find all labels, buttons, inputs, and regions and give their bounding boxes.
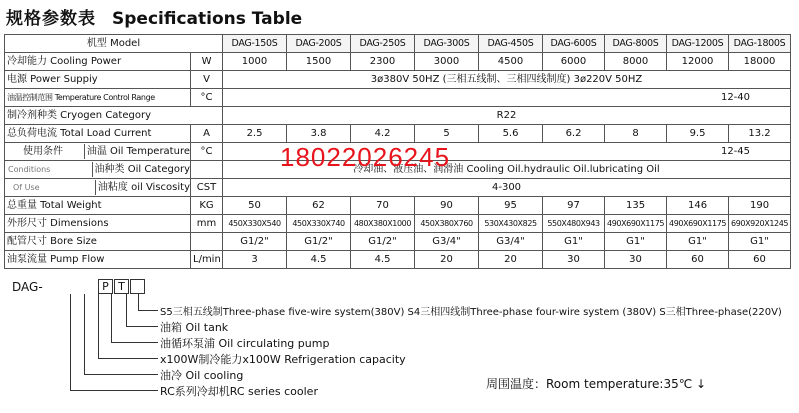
cell: G1/2" (287, 233, 351, 251)
cell: 20 (479, 251, 543, 269)
cell: 3 (223, 251, 287, 269)
cell: 12000 (667, 53, 729, 71)
cell-span: 4-300 (223, 179, 791, 197)
conditions-oil-visc (5, 179, 191, 197)
leader-line (126, 326, 158, 327)
table-row-power (5, 71, 791, 89)
conditions-oil-cat (5, 161, 191, 179)
row-label: 总重量 Total Weight (5, 197, 191, 215)
conditions-label: 使用条件 (23, 146, 63, 157)
row-unit: mm (191, 215, 223, 233)
cell: 480X380X1000 (351, 215, 415, 233)
model-cell: DAG-200S (287, 35, 351, 53)
row-label: 配管尺寸 Bore Size (5, 233, 191, 251)
table-row-temp-range (5, 89, 791, 107)
model-cell: DAG-600S (543, 35, 605, 53)
table-row-dims (5, 215, 791, 233)
code-box-p: P (98, 279, 113, 294)
row-label: 冷却能力 Cooling Power (5, 53, 191, 71)
cell: 450X330X540 (223, 215, 287, 233)
cell: 6000 (543, 53, 605, 71)
row-unit: °C (191, 89, 223, 107)
page-title (6, 4, 302, 29)
legend-item-series: RC系列冷却机RC series cooler (160, 385, 318, 398)
cell: 5 (415, 125, 479, 143)
row-unit: CST (191, 179, 223, 197)
model-cell: DAG-1800S (729, 35, 791, 53)
cell: 50 (223, 197, 287, 215)
cell: 530X430X825 (479, 215, 543, 233)
leader-line (84, 294, 85, 374)
conditions-label-en: Conditions (8, 165, 51, 174)
leader-line (70, 390, 158, 391)
cell: G1/2" (351, 233, 415, 251)
cell: 135 (605, 197, 667, 215)
model-cell: DAG-250S (351, 35, 415, 53)
cell: 95 (479, 197, 543, 215)
cell: 3.8 (287, 125, 351, 143)
code-box-t: T (114, 279, 129, 294)
row-label: 外形尺寸 Dimensions (5, 215, 191, 233)
leader-line (138, 294, 139, 310)
table-row-load (5, 125, 791, 143)
cell: 8000 (605, 53, 667, 71)
table-row-model (5, 35, 791, 53)
leader-line (111, 294, 112, 342)
cell: 70 (351, 197, 415, 215)
cell: 1000 (223, 53, 287, 71)
row-unit: °C (191, 143, 223, 161)
table-row-oil-visc (5, 179, 791, 197)
cell: 4.2 (351, 125, 415, 143)
cell: 18000 (729, 53, 791, 71)
legend-item-pump: 油循环泵浦 Oil circulating pump (160, 337, 330, 350)
cell: 2300 (351, 53, 415, 71)
row-unit: A (191, 125, 223, 143)
table-row-cryogen (5, 107, 791, 125)
leader-line (84, 374, 158, 375)
cell: 2.5 (223, 125, 287, 143)
model-code-legend (6, 276, 786, 411)
row-unit: V (191, 71, 223, 89)
cell: G3/4" (479, 233, 543, 251)
cell-span: 12-40 (223, 89, 791, 107)
cell-span: 3ø380V 50HZ (三相五线制、三相四线制度) 3ø220V 50HZ (223, 71, 791, 89)
cell: 5.6 (479, 125, 543, 143)
cell: 1500 (287, 53, 351, 71)
cell: G1" (729, 233, 791, 251)
cell: 550X480X943 (543, 215, 605, 233)
cell: 60 (729, 251, 791, 269)
cell: 3000 (415, 53, 479, 71)
legend-item-capacity: x100W制冷能力x100W Refrigeration capacity (160, 353, 406, 366)
row-unit: W (191, 53, 223, 71)
cell: G1/2" (223, 233, 287, 251)
cell: 190 (729, 197, 791, 215)
sub-label: 油粘度 oil Viscosity (95, 180, 190, 195)
sub-label: 油温 Oil Temperature (84, 144, 190, 159)
cell: 8 (605, 125, 667, 143)
row-unit: L/min (191, 251, 223, 269)
model-cell: DAG-300S (415, 35, 479, 53)
cell-span: 12-45 (223, 143, 791, 161)
model-cell: DAG-450S (479, 35, 543, 53)
watermark-phone: 18022026245 (280, 142, 451, 172)
cell: 90 (415, 197, 479, 215)
cell: 450X380X760 (415, 215, 479, 233)
cell: 4.5 (351, 251, 415, 269)
cell: G1" (605, 233, 667, 251)
cell: 4.5 (287, 251, 351, 269)
cell: 490X690X1175 (667, 215, 729, 233)
model-label: 机型 Model (5, 35, 223, 53)
legend-item-phase: S5三相五线制Three-phase five-wire system(380V) S4三相四线制Three-phase four-wire system (380V) S三相Three-phase(220V) (160, 307, 782, 318)
cell: 62 (287, 197, 351, 215)
row-unit: KG (191, 197, 223, 215)
conditions-oil-temp (5, 143, 191, 161)
row-unit (191, 233, 223, 251)
cell: 20 (415, 251, 479, 269)
cell: 6.2 (543, 125, 605, 143)
model-cell: DAG-150S (223, 35, 287, 53)
row-label: 油温控制范围 Temperature Control Range (5, 89, 191, 107)
cell: 450X330X740 (287, 215, 351, 233)
row-label: 总负荷电流 Total Load Current (5, 125, 191, 143)
leader-line (111, 342, 158, 343)
cell: 690X920X1245 (729, 215, 791, 233)
sub-label: 油种类 Oil Category (92, 162, 190, 177)
code-prefix: DAG- (12, 280, 43, 294)
cell: G1" (667, 233, 729, 251)
cell-span: R22 (223, 107, 791, 125)
leader-line (98, 294, 99, 358)
leader-line (98, 358, 158, 359)
code-box-s (130, 279, 145, 294)
legend-item-oil-cooling: 油冷 Oil cooling (160, 369, 244, 382)
model-cell: DAG-1200S (667, 35, 729, 53)
leader-line (70, 294, 71, 390)
row-label: 油泵流量 Pump Flow (5, 251, 191, 269)
leader-line (138, 310, 158, 311)
title-cn: 规格参数表 (6, 9, 96, 29)
cell: 30 (543, 251, 605, 269)
title-en: Specifications Table (112, 9, 303, 29)
cell: 146 (667, 197, 729, 215)
table-row-bore (5, 233, 791, 251)
cell: 13.2 (729, 125, 791, 143)
conditions-label-en2: Of Use (13, 183, 40, 192)
legend-item-oil-tank: 油箱 Oil tank (160, 321, 229, 334)
table-row-cooling (5, 53, 791, 71)
ambient-temperature: 周围温度：Room temperature:35℃ ↓ (486, 377, 707, 391)
cell-span: 冷却油、液压油、润滑油 Cooling Oil.hydraulic Oil.lubricating Oil (223, 161, 791, 179)
cell: 97 (543, 197, 605, 215)
table-row-flow (5, 251, 791, 269)
model-cell: DAG-800S (605, 35, 667, 53)
leader-line (126, 294, 127, 326)
cell: 4500 (479, 53, 543, 71)
row-unit (191, 161, 223, 179)
row-label: 制冷剂种类 Cryogen Category (5, 107, 223, 125)
row-label: 电源 Power Suppiy (5, 71, 191, 89)
cell: 490X690X1175 (605, 215, 667, 233)
cell: G3/4" (415, 233, 479, 251)
cell: G1" (543, 233, 605, 251)
cell: 9.5 (667, 125, 729, 143)
table-row-weight (5, 197, 791, 215)
cell: 60 (667, 251, 729, 269)
cell: 30 (605, 251, 667, 269)
